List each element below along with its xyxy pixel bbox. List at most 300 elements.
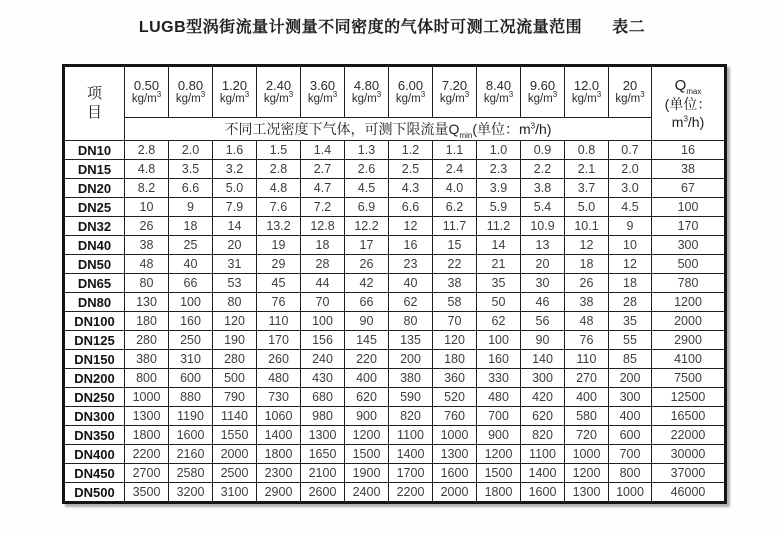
qmin-value-cell: 680	[301, 388, 345, 407]
qmin-value-cell: 1200	[345, 426, 389, 445]
density-value: 3.60	[309, 77, 336, 93]
qmin-value-cell: 10	[125, 198, 169, 217]
qmin-value-cell: 70	[433, 312, 477, 331]
qmin-value-cell: 48	[565, 312, 609, 331]
qmin-value-cell: 10.9	[521, 217, 565, 236]
qmin-value-cell: 180	[125, 312, 169, 331]
qmin-value-cell: 44	[301, 274, 345, 293]
qmin-value-cell: 13.2	[257, 217, 301, 236]
page-title-text: LUGB型涡街流量计测量不同密度的气体时可测工况流量范围	[138, 19, 583, 36]
qmin-value-cell: 500	[213, 369, 257, 388]
qmin-value-cell: 160	[169, 312, 213, 331]
density-column-header-2	[169, 66, 213, 118]
qmin-value-cell: 80	[389, 312, 433, 331]
qmin-value-cell: 56	[521, 312, 565, 331]
qmin-value-cell: 29	[257, 255, 301, 274]
qmin-value-cell: 200	[609, 369, 652, 388]
qmin-value-cell: 3.2	[213, 160, 257, 179]
qmin-value-cell: 2200	[389, 483, 433, 503]
table-row-dn250	[64, 388, 726, 407]
qmin-value-cell: 10.1	[565, 217, 609, 236]
table-row-dn125	[64, 331, 726, 350]
density-unit: $kg/m^3$	[527, 90, 558, 106]
qmin-value-cell: 90	[521, 331, 565, 350]
qmin-value-cell: 70	[301, 293, 345, 312]
qmin-value-cell: 1700	[389, 464, 433, 483]
qmin-value-cell: 4.8	[125, 160, 169, 179]
qmin-value-cell: 90	[345, 312, 389, 331]
qmin-value-cell: 0.9	[521, 141, 565, 160]
row-label: DN500	[64, 483, 125, 503]
qmin-value-cell: 7.2	[301, 198, 345, 217]
qmin-value-cell: 200	[389, 350, 433, 369]
table-row-dn350	[64, 426, 726, 445]
qmin-value-cell: 1000	[565, 445, 609, 464]
qmin-value-cell: 11.7	[433, 217, 477, 236]
qmin-value-cell: 16	[389, 236, 433, 255]
qmin-value-cell: 1600	[433, 464, 477, 483]
qmin-value-cell: 2900	[257, 483, 301, 503]
density-unit: $kg/m^3$	[175, 90, 206, 106]
qmin-value-cell: 80	[213, 293, 257, 312]
qmin-value-cell: 2.0	[169, 141, 213, 160]
qmin-value-cell: 270	[565, 369, 609, 388]
qmin-value-cell: 18	[169, 217, 213, 236]
qmin-value-cell: 1.4	[301, 141, 345, 160]
density-column-header-7	[389, 66, 433, 118]
qmax-value-cell: 2900	[652, 331, 726, 350]
corner-header-vertical-text	[65, 85, 124, 123]
qmin-value-cell: 26	[125, 217, 169, 236]
qmin-value-cell: 9	[169, 198, 213, 217]
qmin-value-cell: 2.8	[257, 160, 301, 179]
qmin-value-cell: 1800	[477, 483, 521, 503]
row-label: DN40	[64, 236, 125, 255]
corner-char-1: 项	[86, 84, 102, 102]
qmin-value-cell: 156	[301, 331, 345, 350]
qmin-value-cell: 10	[609, 236, 652, 255]
qmax-value-cell: 7500	[652, 369, 726, 388]
row-label: DN125	[64, 331, 125, 350]
qmin-value-cell: 700	[477, 407, 521, 426]
qmin-value-cell: 400	[345, 369, 389, 388]
table-row-dn450	[64, 464, 726, 483]
qmin-value-cell: 1000	[609, 483, 652, 503]
density-unit: $kg/m^3$	[483, 90, 514, 106]
qmin-value-cell: 50	[477, 293, 521, 312]
qmin-value-cell: 31	[213, 255, 257, 274]
qmin-subheader-text: 不同工况密度下气体，可测下限流量Q	[224, 121, 460, 137]
qmin-value-cell: 30	[521, 274, 565, 293]
row-label: DN50	[64, 255, 125, 274]
qmin-value-cell: 2200	[125, 445, 169, 464]
qmin-value-cell: 8.2	[125, 179, 169, 198]
qmin-value-cell: 17	[345, 236, 389, 255]
table-row-dn32	[64, 217, 726, 236]
density-column-header-8	[433, 66, 477, 118]
qmin-value-cell: 620	[521, 407, 565, 426]
density-unit: $kg/m^3$	[395, 90, 426, 106]
density-value: 9.60	[529, 77, 556, 93]
row-label: DN200	[64, 369, 125, 388]
density-column-header-11	[565, 66, 609, 118]
qmin-value-cell: 1800	[257, 445, 301, 464]
qmin-value-cell: 1200	[477, 445, 521, 464]
qmin-value-cell: 21	[477, 255, 521, 274]
qmin-value-cell: 720	[565, 426, 609, 445]
density-header-row	[64, 66, 726, 118]
qmin-value-cell: 730	[257, 388, 301, 407]
qmin-value-cell: 790	[213, 388, 257, 407]
qmin-value-cell: 1300	[433, 445, 477, 464]
qmin-value-cell: 23	[389, 255, 433, 274]
qmax-value-cell: 22000	[652, 426, 726, 445]
row-label: DN300	[64, 407, 125, 426]
row-label: DN100	[64, 312, 125, 331]
qmin-value-cell: 2600	[301, 483, 345, 503]
qmin-value-cell: 28	[301, 255, 345, 274]
qmin-value-cell: 35	[609, 312, 652, 331]
qmin-value-cell: 40	[169, 255, 213, 274]
qmin-value-cell: 3.0	[609, 179, 652, 198]
qmin-value-cell: 820	[389, 407, 433, 426]
row-label: DN350	[64, 426, 125, 445]
row-label: DN15	[64, 160, 125, 179]
qmin-value-cell: 4.5	[345, 179, 389, 198]
qmin-value-cell: 18	[609, 274, 652, 293]
qmin-value-cell: 3200	[169, 483, 213, 503]
row-label: DN10	[64, 141, 125, 160]
corner-header-project	[64, 66, 125, 141]
qmin-value-cell: 480	[477, 388, 521, 407]
qmin-value-cell: 110	[257, 312, 301, 331]
qmin-subheader: 不同工况密度下气体，可测下限流量$Q_{min}$(单位：$m^3/h$)	[125, 118, 652, 141]
qmin-value-cell: 46	[521, 293, 565, 312]
qmin-value-cell: 1.3	[345, 141, 389, 160]
qmin-value-cell: 38	[433, 274, 477, 293]
row-label: DN150	[64, 350, 125, 369]
qmin-value-cell: 4.7	[301, 179, 345, 198]
qmin-value-cell: 1600	[169, 426, 213, 445]
qmin-value-cell: 1550	[213, 426, 257, 445]
density-unit: $kg/m^3$	[131, 90, 162, 106]
qmin-value-cell: 700	[609, 445, 652, 464]
qmin-value-cell: 12	[565, 236, 609, 255]
qmin-value-cell: 66	[169, 274, 213, 293]
qmin-value-cell: 1.0	[477, 141, 521, 160]
qmin-value-cell: 120	[213, 312, 257, 331]
qmin-value-cell: 145	[345, 331, 389, 350]
qmin-value-cell: 14	[477, 236, 521, 255]
qmin-value-cell: 58	[433, 293, 477, 312]
qmin-value-cell: 600	[169, 369, 213, 388]
qmin-value-cell: 2300	[257, 464, 301, 483]
qmin-value-cell: 45	[257, 274, 301, 293]
density-column-header-6	[345, 66, 389, 118]
qmax-value-cell: 16500	[652, 407, 726, 426]
qmin-value-cell: 420	[521, 388, 565, 407]
qmin-value-cell: 760	[433, 407, 477, 426]
table-row-dn400	[64, 445, 726, 464]
qmin-value-cell: 120	[433, 331, 477, 350]
qmin-value-cell: 2.7	[301, 160, 345, 179]
table-row-dn25	[64, 198, 726, 217]
qmin-value-cell: 2000	[433, 483, 477, 503]
density-unit: $kg/m^3$	[439, 90, 470, 106]
qmin-value-cell: 4.5	[609, 198, 652, 217]
density-value: 8.40	[485, 77, 512, 93]
qmin-value-cell: 135	[389, 331, 433, 350]
qmin-value-cell: 6.6	[169, 179, 213, 198]
qmin-value-cell: 4.3	[389, 179, 433, 198]
qmin-value-cell: 1800	[125, 426, 169, 445]
qmin-value-cell: 80	[125, 274, 169, 293]
qmin-value-cell: 1400	[257, 426, 301, 445]
qmin-value-cell: 13	[521, 236, 565, 255]
qmin-value-cell: 5.4	[521, 198, 565, 217]
row-label: DN65	[64, 274, 125, 293]
qmin-value-cell: 2580	[169, 464, 213, 483]
qmin-value-cell: 1600	[521, 483, 565, 503]
qmin-value-cell: 3.5	[169, 160, 213, 179]
qmax-value-cell: 300	[652, 236, 726, 255]
qmin-value-cell: 280	[125, 331, 169, 350]
qmax-value-cell: 4100	[652, 350, 726, 369]
qmin-value-cell: 11.2	[477, 217, 521, 236]
qmin-value-cell: 1900	[345, 464, 389, 483]
qmin-value-cell: 4.8	[257, 179, 301, 198]
qmax-value-cell: 1200	[652, 293, 726, 312]
qmin-value-cell: 100	[169, 293, 213, 312]
qmin-value-cell: 430	[301, 369, 345, 388]
qmin-value-cell: 330	[477, 369, 521, 388]
qmin-value-cell: 1140	[213, 407, 257, 426]
qmin-value-cell: 110	[565, 350, 609, 369]
qmin-value-cell: 76	[257, 293, 301, 312]
qmin-value-cell: 55	[609, 331, 652, 350]
qmin-value-cell: 20	[521, 255, 565, 274]
qmin-value-cell: 140	[521, 350, 565, 369]
qmin-value-cell: 1500	[345, 445, 389, 464]
density-unit: $kg/m^3$	[615, 90, 645, 106]
qmin-value-cell: 180	[433, 350, 477, 369]
qmin-value-cell: 1.2	[389, 141, 433, 160]
density-value: 6.00	[397, 77, 424, 93]
page-title	[0, 14, 784, 37]
qmin-value-cell: 12	[609, 255, 652, 274]
qmin-value-cell: 5.0	[565, 198, 609, 217]
density-value: 0.50	[133, 77, 160, 93]
qmin-value-cell: 9	[609, 217, 652, 236]
qmin-value-cell: 3500	[125, 483, 169, 503]
qmax-value-cell: 30000	[652, 445, 726, 464]
qmin-value-cell: 360	[433, 369, 477, 388]
qmin-value-cell: 240	[301, 350, 345, 369]
row-label: DN20	[64, 179, 125, 198]
table-row-dn200	[64, 369, 726, 388]
qmin-value-cell: 22	[433, 255, 477, 274]
qmin-value-cell: 1.6	[213, 141, 257, 160]
qmin-value-cell: 310	[169, 350, 213, 369]
qmin-value-cell: 1400	[521, 464, 565, 483]
qmin-value-cell: 280	[213, 350, 257, 369]
table-row-dn150	[64, 350, 726, 369]
qmin-value-cell: 42	[345, 274, 389, 293]
qmin-value-cell: 580	[565, 407, 609, 426]
qmin-value-cell: 2.2	[521, 160, 565, 179]
qmin-value-cell: 2.4	[433, 160, 477, 179]
qmin-value-cell: 800	[125, 369, 169, 388]
row-label: DN32	[64, 217, 125, 236]
table-number-label: 表二	[612, 19, 646, 36]
qmin-value-cell: 300	[609, 388, 652, 407]
qmin-value-cell: 1000	[433, 426, 477, 445]
qmax-value-cell: 100	[652, 198, 726, 217]
qmax-value-cell: 12500	[652, 388, 726, 407]
qmin-value-cell: 620	[345, 388, 389, 407]
density-value: 0.80	[177, 77, 204, 93]
qmin-value-cell: 130	[125, 293, 169, 312]
qmin-value-cell: 1100	[389, 426, 433, 445]
qmin-value-cell: 3.7	[565, 179, 609, 198]
qmin-value-cell: 26	[565, 274, 609, 293]
qmax-value-cell: 67	[652, 179, 726, 198]
qmin-value-cell: 48	[125, 255, 169, 274]
qmin-value-cell: 0.8	[565, 141, 609, 160]
density-unit: $kg/m^3$	[263, 90, 294, 106]
qmin-value-cell: 38	[125, 236, 169, 255]
row-label: DN450	[64, 464, 125, 483]
table-row-dn500	[64, 483, 726, 503]
corner-char-2: 目	[86, 103, 102, 121]
qmin-value-cell: 1300	[565, 483, 609, 503]
qmin-value-cell: 2.0	[609, 160, 652, 179]
qmin-value-cell: 1100	[521, 445, 565, 464]
qmin-value-cell: 1200	[565, 464, 609, 483]
qmax-value-cell: 500	[652, 255, 726, 274]
qmax-value-cell: 2000	[652, 312, 726, 331]
qmin-value-cell: 100	[301, 312, 345, 331]
qmax-value-cell: 46000	[652, 483, 726, 503]
qmin-value-cell: 6.9	[345, 198, 389, 217]
qmin-value-cell: 1060	[257, 407, 301, 426]
qmin-value-cell: 14	[213, 217, 257, 236]
table-row-dn20	[64, 179, 726, 198]
qmin-value-cell: 250	[169, 331, 213, 350]
density-value: 2.40	[265, 77, 292, 93]
qmax-symbol: $Q_{max}$	[674, 76, 702, 96]
qmin-value-cell: 520	[433, 388, 477, 407]
qmin-value-cell: 18	[565, 255, 609, 274]
qmin-value-cell: 5.0	[213, 179, 257, 198]
qmax-value-cell: 780	[652, 274, 726, 293]
density-unit: $kg/m^3$	[351, 90, 382, 106]
row-label: DN400	[64, 445, 125, 464]
table-row-dn50	[64, 255, 726, 274]
qmin-value-cell: 260	[257, 350, 301, 369]
qmin-value-cell: 12	[389, 217, 433, 236]
table-row-dn15	[64, 160, 726, 179]
density-column-header-10	[521, 66, 565, 118]
qmax-column-header	[652, 66, 726, 141]
qmin-value-cell: 2.3	[477, 160, 521, 179]
table-row-dn65	[64, 274, 726, 293]
density-unit: $kg/m^3$	[571, 90, 602, 106]
qmin-value-cell: 0.7	[609, 141, 652, 160]
qmin-value-cell: 900	[477, 426, 521, 445]
qmin-value-cell: 3100	[213, 483, 257, 503]
qmin-value-cell: 1300	[125, 407, 169, 426]
qmin-value-cell: 62	[389, 293, 433, 312]
qmin-value-cell: 35	[477, 274, 521, 293]
qmin-value-cell: 400	[609, 407, 652, 426]
qmin-value-cell: 590	[389, 388, 433, 407]
qmin-value-cell: 85	[609, 350, 652, 369]
qmax-value-cell: 170	[652, 217, 726, 236]
qmax-unit-line2: $m^3/h$)	[671, 114, 705, 131]
qmin-value-cell: 40	[389, 274, 433, 293]
density-column-header-9	[477, 66, 521, 118]
qmin-value-cell: 3.9	[477, 179, 521, 198]
table-row-dn300	[64, 407, 726, 426]
qmin-value-cell: 1500	[477, 464, 521, 483]
qmin-value-cell: 7.6	[257, 198, 301, 217]
qmin-value-cell: 100	[477, 331, 521, 350]
qmin-value-cell: 2160	[169, 445, 213, 464]
qmin-value-cell: 20	[213, 236, 257, 255]
qmin-value-cell: 1400	[389, 445, 433, 464]
qmin-value-cell: 76	[565, 331, 609, 350]
density-column-header-4	[257, 66, 301, 118]
qmin-value-cell: 1300	[301, 426, 345, 445]
density-column-header-3	[213, 66, 257, 118]
qmin-value-cell: 2.8	[125, 141, 169, 160]
qmin-value-cell: 25	[169, 236, 213, 255]
qmin-subheader-row	[64, 118, 726, 141]
qmax-unit-line1: (单位：	[664, 96, 712, 113]
qmin-value-cell: 7.9	[213, 198, 257, 217]
qmin-value-cell: 1650	[301, 445, 345, 464]
qmin-value-cell: 600	[609, 426, 652, 445]
qmin-value-cell: 820	[521, 426, 565, 445]
row-label: DN250	[64, 388, 125, 407]
qmin-value-cell: 2000	[213, 445, 257, 464]
density-value: 4.80	[353, 77, 380, 93]
qmin-value-cell: 2.6	[345, 160, 389, 179]
qmin-value-cell: 12.2	[345, 217, 389, 236]
density-unit: $kg/m^3$	[219, 90, 250, 106]
qmin-value-cell: 220	[345, 350, 389, 369]
qmin-value-cell: 400	[565, 388, 609, 407]
qmin-value-cell: 3.8	[521, 179, 565, 198]
qmin-value-cell: 1000	[125, 388, 169, 407]
row-label: DN80	[64, 293, 125, 312]
flow-range-table	[62, 64, 727, 504]
qmin-value-cell: 15	[433, 236, 477, 255]
qmin-value-cell: 2400	[345, 483, 389, 503]
qmin-value-cell: 2.5	[389, 160, 433, 179]
qmin-value-cell: 380	[389, 369, 433, 388]
qmax-value-cell: 37000	[652, 464, 726, 483]
qmax-value-cell: 16	[652, 141, 726, 160]
density-unit: $kg/m^3$	[307, 90, 338, 106]
qmin-value-cell: 66	[345, 293, 389, 312]
density-value: 1.20	[221, 77, 248, 93]
qmin-value-cell: 880	[169, 388, 213, 407]
density-value: 12.0	[573, 77, 600, 93]
qmin-value-cell: 38	[565, 293, 609, 312]
qmax-value-cell: 38	[652, 160, 726, 179]
